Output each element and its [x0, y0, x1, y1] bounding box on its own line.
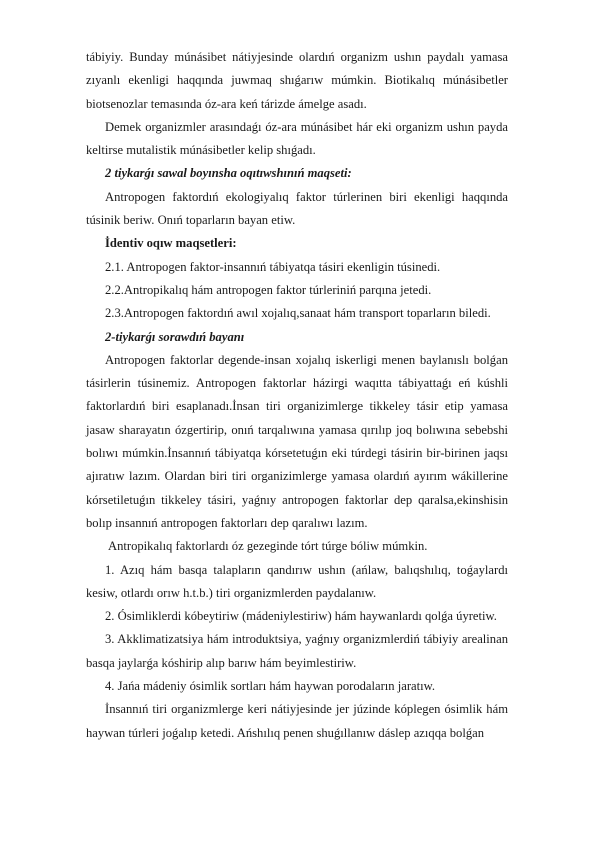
paragraph-four-types: Antropikalıq faktorlardı óz gezeginde tórt túrge bóliw múmkin. [108, 539, 428, 554]
goal-item-2-1: 2.1. Antropogen faktor-insannıń tábiyatqa tásiri ekenligin túsinedi. [105, 259, 441, 274]
paragraph-goal-text: Antropogen faktordıń ekologiyalıq faktor túrlerinen biri ekenligi haqqında túsinik beriw. Onıń toparların bayan etiw. [86, 189, 508, 228]
paragraph-biotic-relations: tábiyiy. Bunday múnásibet nátiyjesinde olardıń organizm ushın paydalı yamasa zıyanlı ekenligi haqqında juwmaq shıǵarıw múmkin. Biotikalıq múnásibetler biotsenozlar temasında óz-ara keń tárizde ámelge asadı. [86, 50, 508, 111]
paragraph-negative-impact: İnsannıń tiri organizmlerge keri nátiyjesinde jer júzinde kóplegen ósimlik hám haywan túrleri joǵalıp ketedi. Ańshılıq penen shuǵıllanıw dáslep azıqqa bolǵan [86, 702, 508, 740]
document-page [86, 46, 508, 745]
heading-identive-goals: İdentiv oqıw maqsetleri: [105, 236, 237, 251]
heading-teacher-goal: 2 tiykarǵı sawal boyınsha oqıtıwshınıń maqseti: [105, 166, 352, 181]
goal-item-2-2: 2.2.Antropikalıq hám antropogen faktor túrleriniń parqına jetedi. [105, 282, 432, 297]
list-item-1: 1. Azıq hám basqa talapların qandırıw ushın (ańlaw, balıqshılıq, toǵaylardı kesiw, otlardı orıw h.t.b.) tiri organizmlerden paydalanıw. [86, 562, 508, 600]
list-item-4: 4. Jańa mádeniy ósimlik sortları hám haywan porodaların jaratıw. [105, 679, 436, 694]
paragraph-mutualistic: Demek organizmler arasındaǵı óz-ara múnásibet hár eki organizm ushın payda keltirse mutalistik múnásibetler kelip shıǵadı. [86, 119, 508, 158]
paragraph-anthropogenic-factors: Antropogen faktorlar degende-insan xojalıq iskerligi menen baylanıslı bolǵan tásirlerin túsinemiz. Antropogen faktorlar házirgi waqıtta tábiyattaǵı eń kúshli faktorlardıń biri esaplanadı.İnsan tiri organizimlerge tikkeley tásir etip yamasa jasaw sharayatın ózgertirip, onıń tarqalıwına yamasa qırılıp joq bolıwına sebebshi bolıwı múmkin.İnsannıń tábiyatqa kórsetetuǵın eki túrdegi tásirin bir-birinen jaqsı ajıratıw lazım. Olardan biri tiri organizimlerge yamasa olardıń ayırım wákillerine kórsetiletuǵın tikkeley tásiri, yaǵnıy antropogen faktorlar dep qaralsa,ekinshisin bolıp insannıń antropogen faktorları dep qaralıwı lazım. [86, 352, 508, 530]
list-item-3: 3. Akklimatizatsiya hám introduktsiya, yaǵnıy organizmlerdiń tábiyiy arealinan basqa jaylarǵa kóshirip alıp barıw hám beyimlestiriw. [86, 632, 508, 670]
heading-question-exposition: 2-tiykarǵı sorawdıń bayanı [105, 329, 245, 344]
goal-item-2-3: 2.3.Antropogen faktordıń awıl xojalıq,sanaat hám transport toparların biledi. [105, 306, 491, 321]
list-item-2: 2. Ósimliklerdi kóbeytiriw (mádeniylestiriw) hám haywanlardı qolǵa úyretiw. [105, 609, 497, 624]
